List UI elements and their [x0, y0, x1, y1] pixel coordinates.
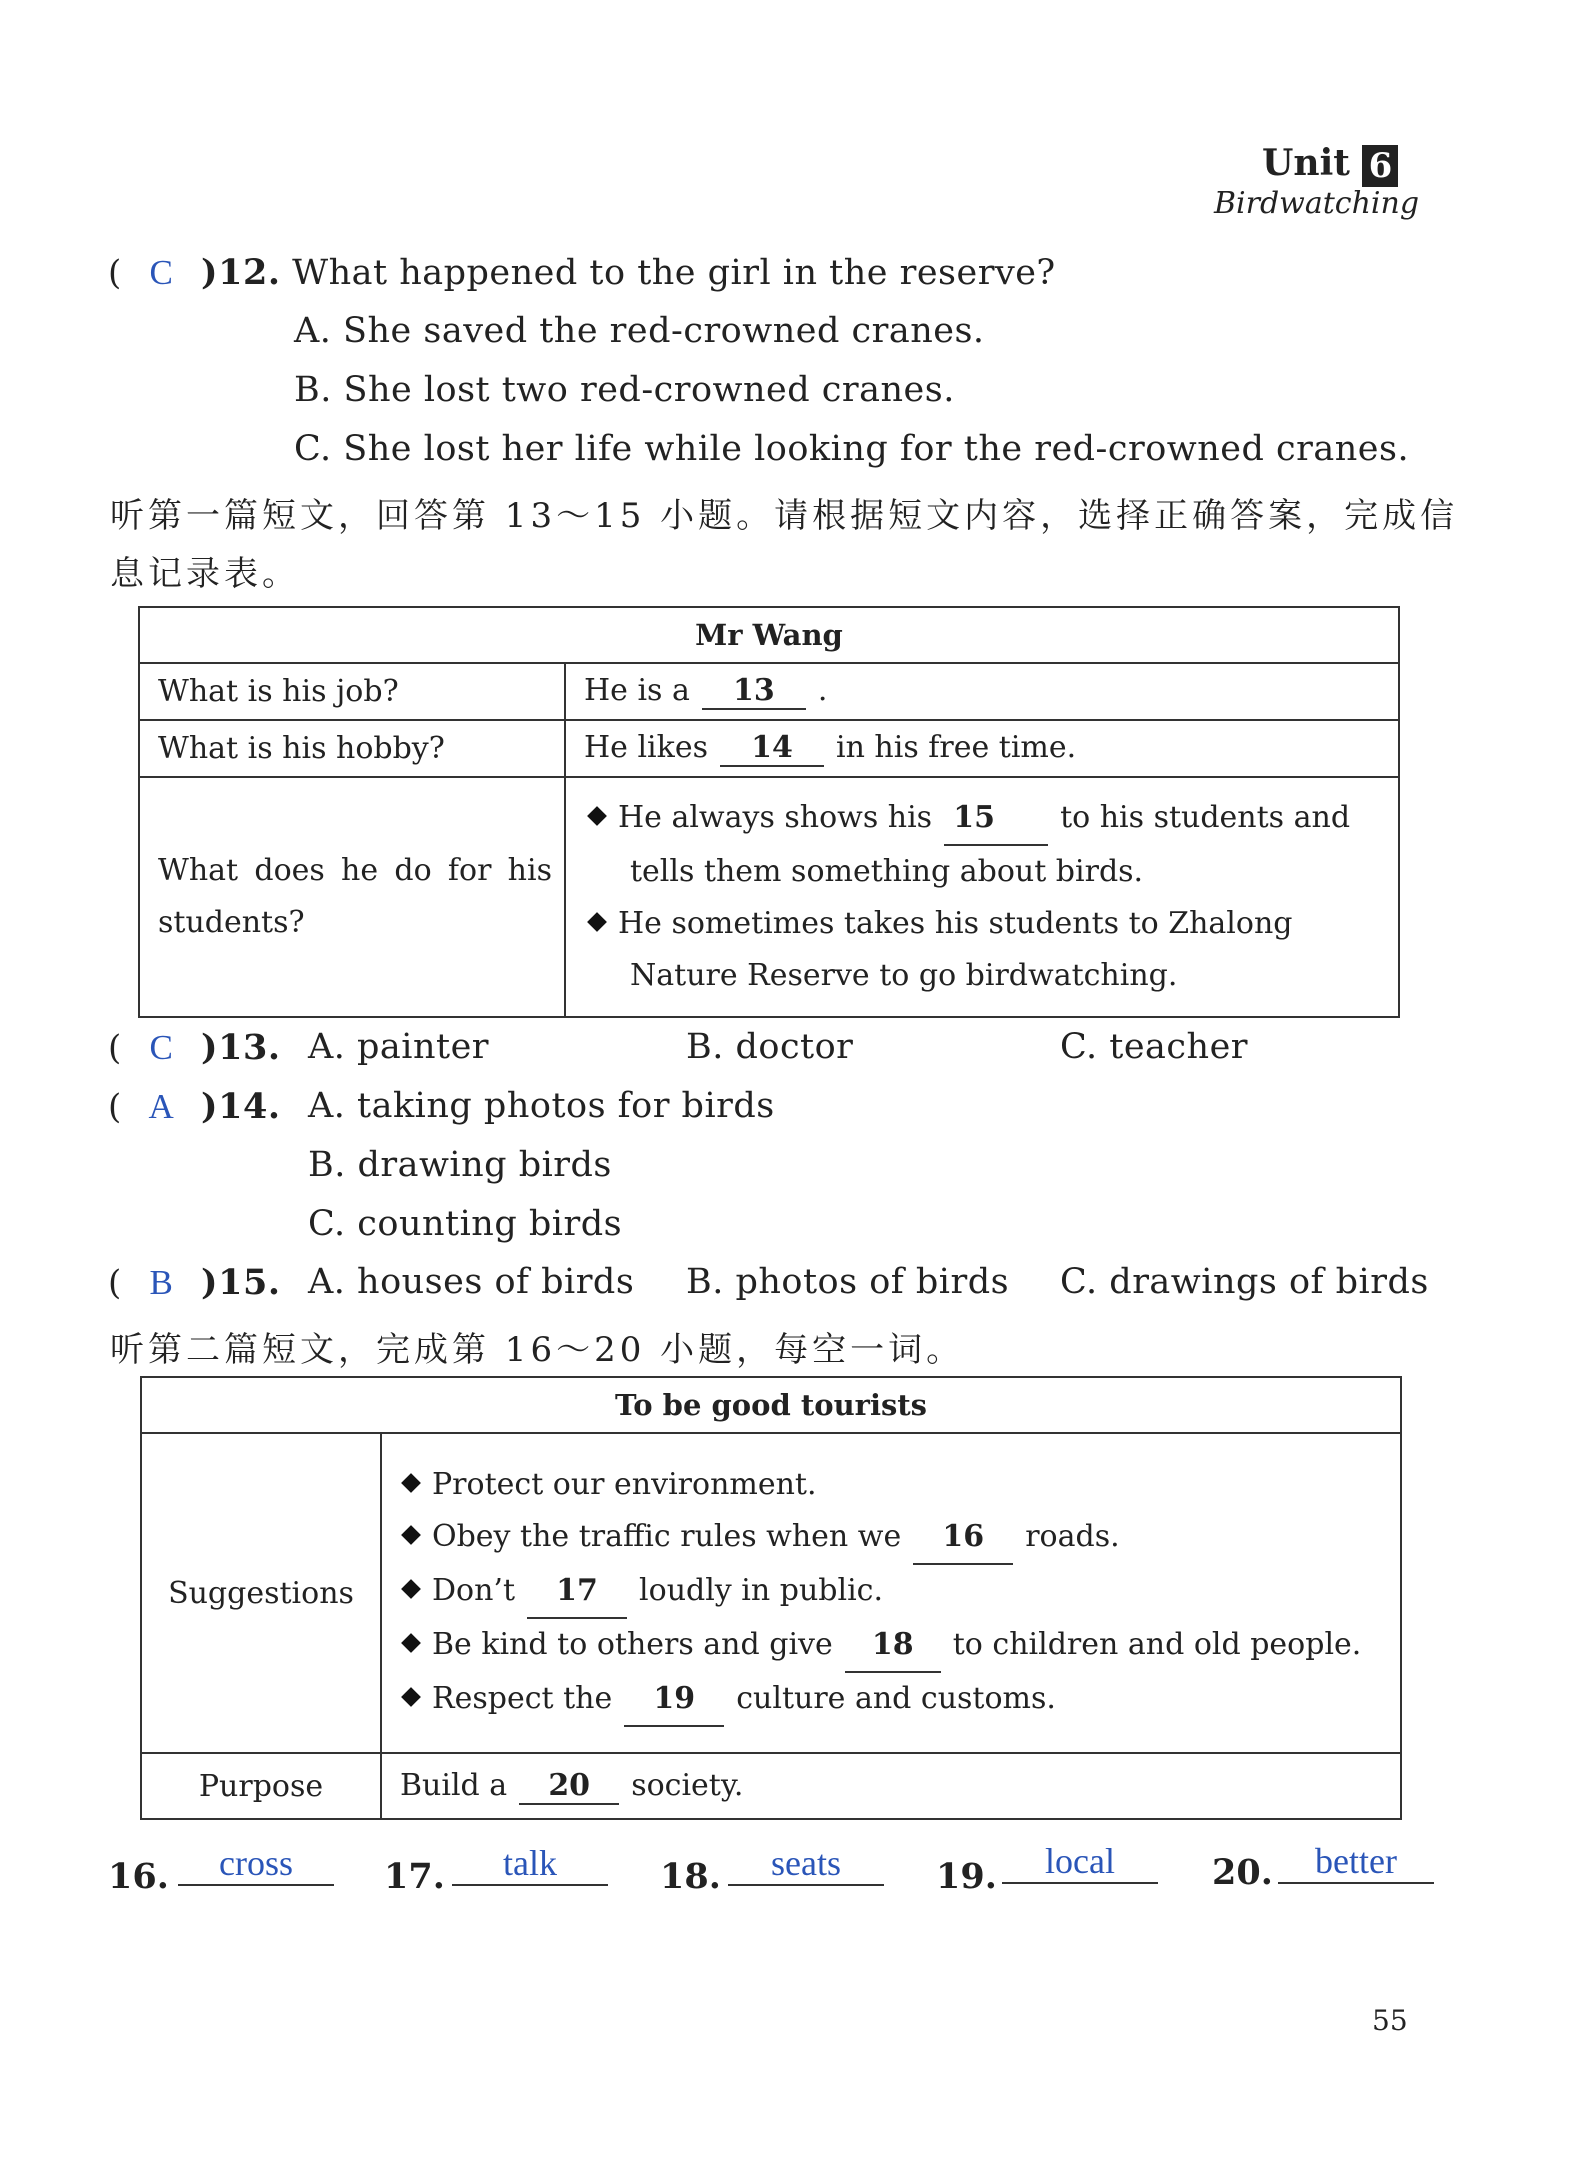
bullet-item: He always shows his 15 to his students and tells them something about birds. — [586, 792, 1384, 898]
answer-19: local — [1002, 1840, 1158, 1884]
question-text: What happened to the girl in the reserve? — [292, 253, 1056, 293]
table-question: What is his job? — [139, 663, 565, 720]
answer-18: seats — [728, 1842, 884, 1886]
diamond-bullet-icon — [401, 1579, 421, 1599]
q15-option-a: A. houses of birds — [308, 1262, 635, 1302]
blank-13: 13 — [702, 673, 806, 710]
unit-subtitle: Birdwatching — [1214, 186, 1420, 221]
table-title: To be good tourists — [141, 1377, 1401, 1433]
table-answer-cell — [565, 777, 1399, 1017]
answer-16: cross — [178, 1842, 334, 1886]
q12-option-a: A. She saved the red-crowned cranes. — [294, 311, 985, 351]
blank-15: 15 — [944, 792, 1048, 846]
answer-12: C — [149, 253, 174, 292]
q14-option-c: C. counting birds — [308, 1204, 623, 1244]
q15-option-b: B. photos of birds — [686, 1262, 1010, 1302]
diamond-bullet-icon — [587, 806, 607, 826]
unit-number: 6 — [1362, 145, 1398, 187]
page-number: 55 — [1372, 2004, 1408, 2037]
answer-label-18: 18. — [660, 1856, 721, 1897]
instruction-2: 听第二篇短文，完成第 16～20 小题，每空一词。 — [110, 1330, 965, 1370]
purpose-label: Purpose — [141, 1753, 381, 1819]
blank-14: 14 — [720, 730, 824, 767]
diamond-bullet-icon — [401, 1633, 421, 1653]
answer-label-20: 20. — [1212, 1852, 1273, 1893]
question-number: )12. — [201, 252, 281, 293]
q13-option-a: A. painter — [308, 1027, 490, 1067]
answer-label-19: 19. — [936, 1856, 997, 1897]
q12-option-c: C. She lost her life while looking for the red-crowned cranes. — [294, 429, 1410, 469]
question-14: ( A )14. — [108, 1086, 281, 1127]
bullet-item: He sometimes takes his students to Zhalong Nature Reserve to go birdwatching. — [586, 898, 1384, 1002]
tourists-table — [140, 1376, 1402, 1820]
mr-wang-table — [138, 606, 1400, 1018]
diamond-bullet-icon — [587, 912, 607, 932]
diamond-bullet-icon — [401, 1473, 421, 1493]
bullet-item: Be kind to others and give 18 to children and old people. — [400, 1619, 1386, 1673]
table-title: Mr Wang — [139, 607, 1399, 663]
table-answer-cell: He is a 13 . — [565, 663, 1399, 720]
q14-option-b: B. drawing birds — [308, 1145, 612, 1185]
suggestions-list — [381, 1433, 1401, 1753]
unit-header — [1262, 142, 1398, 187]
table-answer-cell: He likes 14 in his free time. — [565, 720, 1399, 777]
q15-option-c: C. drawings of birds — [1060, 1262, 1429, 1302]
unit-label: Unit — [1262, 142, 1350, 184]
bullet-item: Obey the traffic rules when we 16 roads. — [400, 1511, 1386, 1565]
table-question: What is his hobby? — [139, 720, 565, 777]
suggestions-label: Suggestions — [141, 1433, 381, 1753]
bullet-item: Protect our environment. — [400, 1459, 1386, 1511]
q12-option-b: B. She lost two red-crowned cranes. — [294, 370, 955, 410]
diamond-bullet-icon — [401, 1687, 421, 1707]
answer-20: better — [1278, 1840, 1434, 1884]
answer-13: C — [149, 1028, 174, 1067]
instruction-1-line2: 息记录表。 — [110, 554, 300, 594]
question-15: ( B )15. — [108, 1262, 281, 1303]
instruction-1-line1: 听第一篇短文，回答第 13～15 小题。请根据短文内容，选择正确答案，完成信 — [110, 496, 1459, 536]
q13-option-c: C. teacher — [1060, 1027, 1249, 1067]
bullet-item: Don’t 17 loudly in public. — [400, 1565, 1386, 1619]
blank-16: 16 — [913, 1511, 1013, 1565]
diamond-bullet-icon — [401, 1525, 421, 1545]
answer-label-16: 16. — [108, 1856, 169, 1897]
answer-label-17: 17. — [384, 1856, 445, 1897]
blank-19: 19 — [624, 1673, 724, 1727]
bullet-item: Respect the 19 culture and customs. — [400, 1673, 1386, 1727]
blank-20: 20 — [519, 1768, 619, 1805]
purpose-cell: Build a 20 society. — [381, 1753, 1401, 1819]
answer-17: talk — [452, 1842, 608, 1886]
answer-14: A — [148, 1087, 175, 1126]
question-12: ( C )12. What happened to the girl in the reserve? — [108, 252, 1056, 293]
blank-17: 17 — [527, 1565, 627, 1619]
q14-option-a: A. taking photos for birds — [308, 1086, 775, 1126]
table-question: What does he do for his students? — [139, 777, 565, 1017]
answer-15: B — [149, 1263, 174, 1302]
question-13: ( C )13. — [108, 1027, 281, 1068]
blank-18: 18 — [845, 1619, 941, 1673]
q13-option-b: B. doctor — [686, 1027, 854, 1067]
